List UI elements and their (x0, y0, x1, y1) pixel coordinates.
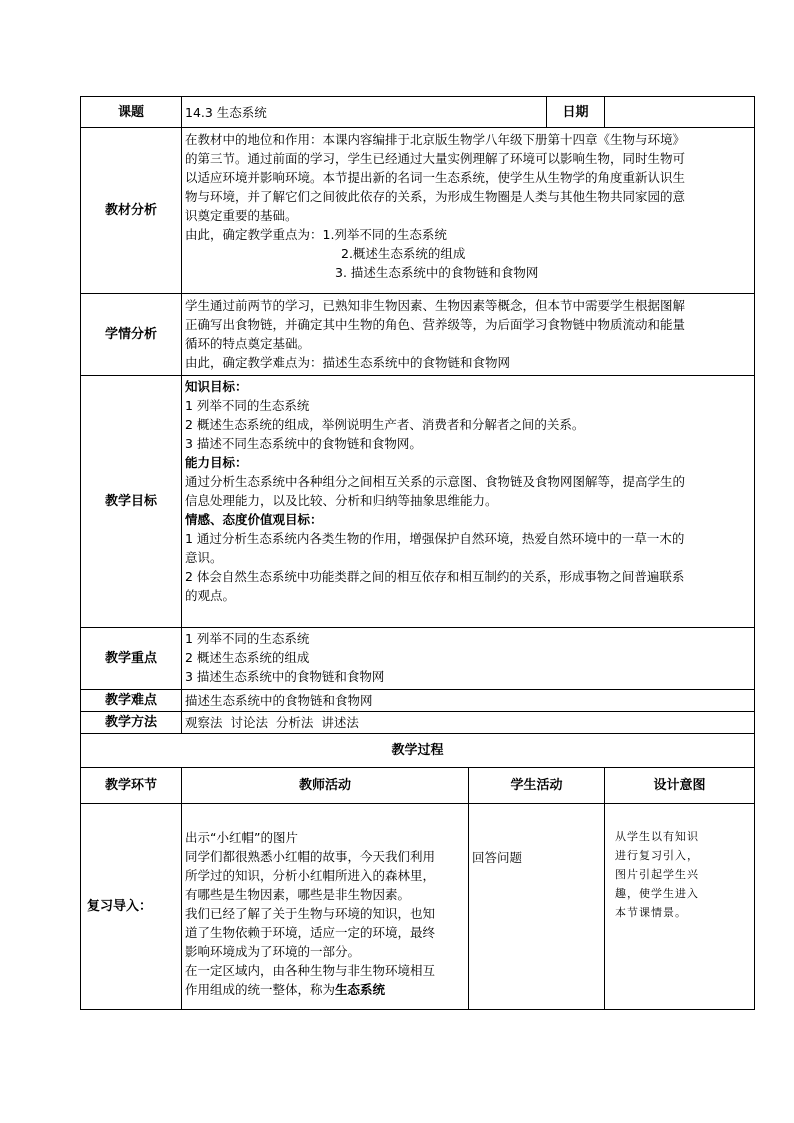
student-activity: 回答问题 (472, 850, 523, 865)
ability-goal-line: 信息处理能力，以及比较、分析和归纳等抽象思维能力。 (185, 493, 498, 508)
process-row (81, 804, 755, 1010)
difficulty-label: 教学难点 (81, 690, 182, 712)
intent-line: 从学生以有知识 (615, 830, 699, 843)
text-line: 正确写出食物链，并确定其中生物的角色、营养级等，为后面学习食物链中物质流动和能量 (185, 317, 686, 332)
focus-item-3: 3. 描述生态系统中的食物链和食物网 (335, 265, 539, 280)
process-title-row (81, 734, 755, 768)
teaching-goals-label: 教学目标 (81, 376, 182, 628)
teacher-activity-cell (182, 804, 469, 1010)
teacher-last-line (185, 980, 465, 999)
difficulty-value: 描述生态系统中的食物链和食物网 (182, 690, 755, 712)
method-value: 观察法 讨论法 分析法 讲述法 (182, 712, 755, 734)
teacher-line: 出示“小红帽”的图片 (185, 830, 298, 845)
student-analysis-row (81, 294, 755, 376)
method-row (81, 712, 755, 734)
textbook-analysis-row (81, 128, 755, 294)
teacher-line: 同学们都很熟悉小红帽的故事，今天我们利用 (185, 849, 436, 864)
teaching-goals-content (182, 376, 755, 628)
text-line: 由此，确定教学难点为：描述生态系统中的食物链和食物网 (185, 355, 511, 370)
student-analysis-content (182, 294, 755, 376)
text-line: 的第三节。通过前面的学习，学生已经通过大量实例理解了环境可以影响生物，同时生物可 (185, 151, 686, 166)
teacher-line: 影响环境成为了环境的一部分。 (185, 944, 361, 959)
emotion-goal-line: 的观点。 (185, 588, 236, 603)
process-header-row (81, 768, 755, 804)
focus-intro: 由此，确定教学重点为：1.列举不同的生态系统 (185, 227, 447, 242)
student-activity-cell (469, 804, 605, 1010)
topic-value: 14.3 生态系统 (182, 97, 547, 128)
teacher-line: 道了生物依赖于环境，适应一定的环境，最终 (185, 925, 436, 940)
text-line: 在教材中的地位和作用：本课内容编排于北京版生物学八年级下册第十四章《生物与环境》 (185, 132, 686, 147)
key-point-item: 2 概述生态系统的组成 (185, 650, 310, 665)
col-intent-header: 设计意图 (605, 768, 755, 804)
stage-cell: 复习导入： (81, 804, 182, 1010)
ability-goal-title: 能力目标： (185, 455, 248, 470)
key-point-item: 3 描述生态系统中的食物链和食物网 (185, 669, 385, 684)
text-line: 学生通过前两节的学习，已熟知非生物因素、生物因素等概念，但本节中需要学生根据图解 (185, 298, 686, 313)
date-value (605, 97, 755, 128)
col-teacher-header: 教师活动 (182, 768, 469, 804)
key-points-row (81, 628, 755, 690)
text-line: 识奠定重要的基础。 (185, 208, 298, 223)
teacher-line: 在一定区域内，由各种生物与非生物环境相互 (185, 963, 436, 978)
key-points-label: 教学重点 (81, 628, 182, 690)
textbook-analysis-content (182, 128, 755, 294)
ecosystem-term: 生态系统 (335, 982, 386, 997)
textbook-analysis-label: 教材分析 (81, 128, 182, 294)
focus-item-2: 2.概述生态系统的组成 (341, 246, 466, 261)
teacher-line: 我们已经了解了关于生物与环境的知识，也知 (185, 906, 436, 921)
knowledge-goal-item: 2 概述生态系统的组成，举例说明生产者、消费者和分解者之间的关系。 (185, 417, 585, 432)
text-line: 物与环境，并了解它们之间彼此依存的关系，为形成生物圈是人类与其他生物共同家园的意 (185, 189, 686, 204)
intent-line: 本节课情景。 (615, 906, 687, 919)
lesson-plan-table (80, 96, 755, 1010)
text-line: 以适应环境并影响环境。本节提出新的名词一生态系统，使学生从生物学的角度重新认识生 (185, 170, 686, 185)
ability-goal-line: 通过分析生态系统中各种组分之间相互关系的示意图、食物链及食物网图解等，提高学生的 (185, 474, 686, 489)
topic-label: 课题 (81, 97, 182, 128)
date-label: 日期 (547, 97, 605, 128)
method-label: 教学方法 (81, 712, 182, 734)
col-stage-header: 教学环节 (81, 768, 182, 804)
intent-line: 趣，使学生进入 (615, 887, 699, 900)
design-intent-cell (605, 804, 755, 1010)
teacher-line: 有哪些是生物因素，哪些是非生物因素。 (185, 887, 411, 902)
teaching-goals-row (81, 376, 755, 628)
teacher-line-text: 作用组成的统一整体，称为 (185, 982, 336, 997)
key-points-content (182, 628, 755, 690)
emotion-goal-title: 情感、态度价值观目标： (185, 512, 323, 527)
knowledge-goal-item: 3 描述不同生态系统中的食物链和食物网。 (185, 436, 422, 451)
teacher-line: 所学过的知识，分析小红帽所进入的森林里， (185, 868, 436, 883)
student-analysis-label: 学情分析 (81, 294, 182, 376)
knowledge-goal-title: 知识目标： (185, 379, 248, 394)
emotion-goal-line: 2 体会自然生态系统中功能类群之间的相互依存和相互制约的关系，形成事物之间普遍联系 (185, 569, 685, 584)
process-title: 教学过程 (81, 734, 755, 768)
emotion-goal-line: 1 通过分析生态系统内各类生物的作用，增强保护自然环境，热爱自然环境中的一草一木的 (185, 531, 685, 546)
intent-line: 进行复习引入， (615, 849, 699, 862)
key-point-item: 1 列举不同的生态系统 (185, 631, 310, 646)
difficulty-row (81, 690, 755, 712)
col-student-header: 学生活动 (469, 768, 605, 804)
text-line: 循环的特点奠定基础。 (185, 336, 311, 351)
emotion-goal-line: 意识。 (185, 550, 223, 565)
intent-line: 图片引起学生兴 (615, 868, 699, 881)
knowledge-goal-item: 1 列举不同的生态系统 (185, 398, 310, 413)
topic-row (81, 97, 755, 128)
